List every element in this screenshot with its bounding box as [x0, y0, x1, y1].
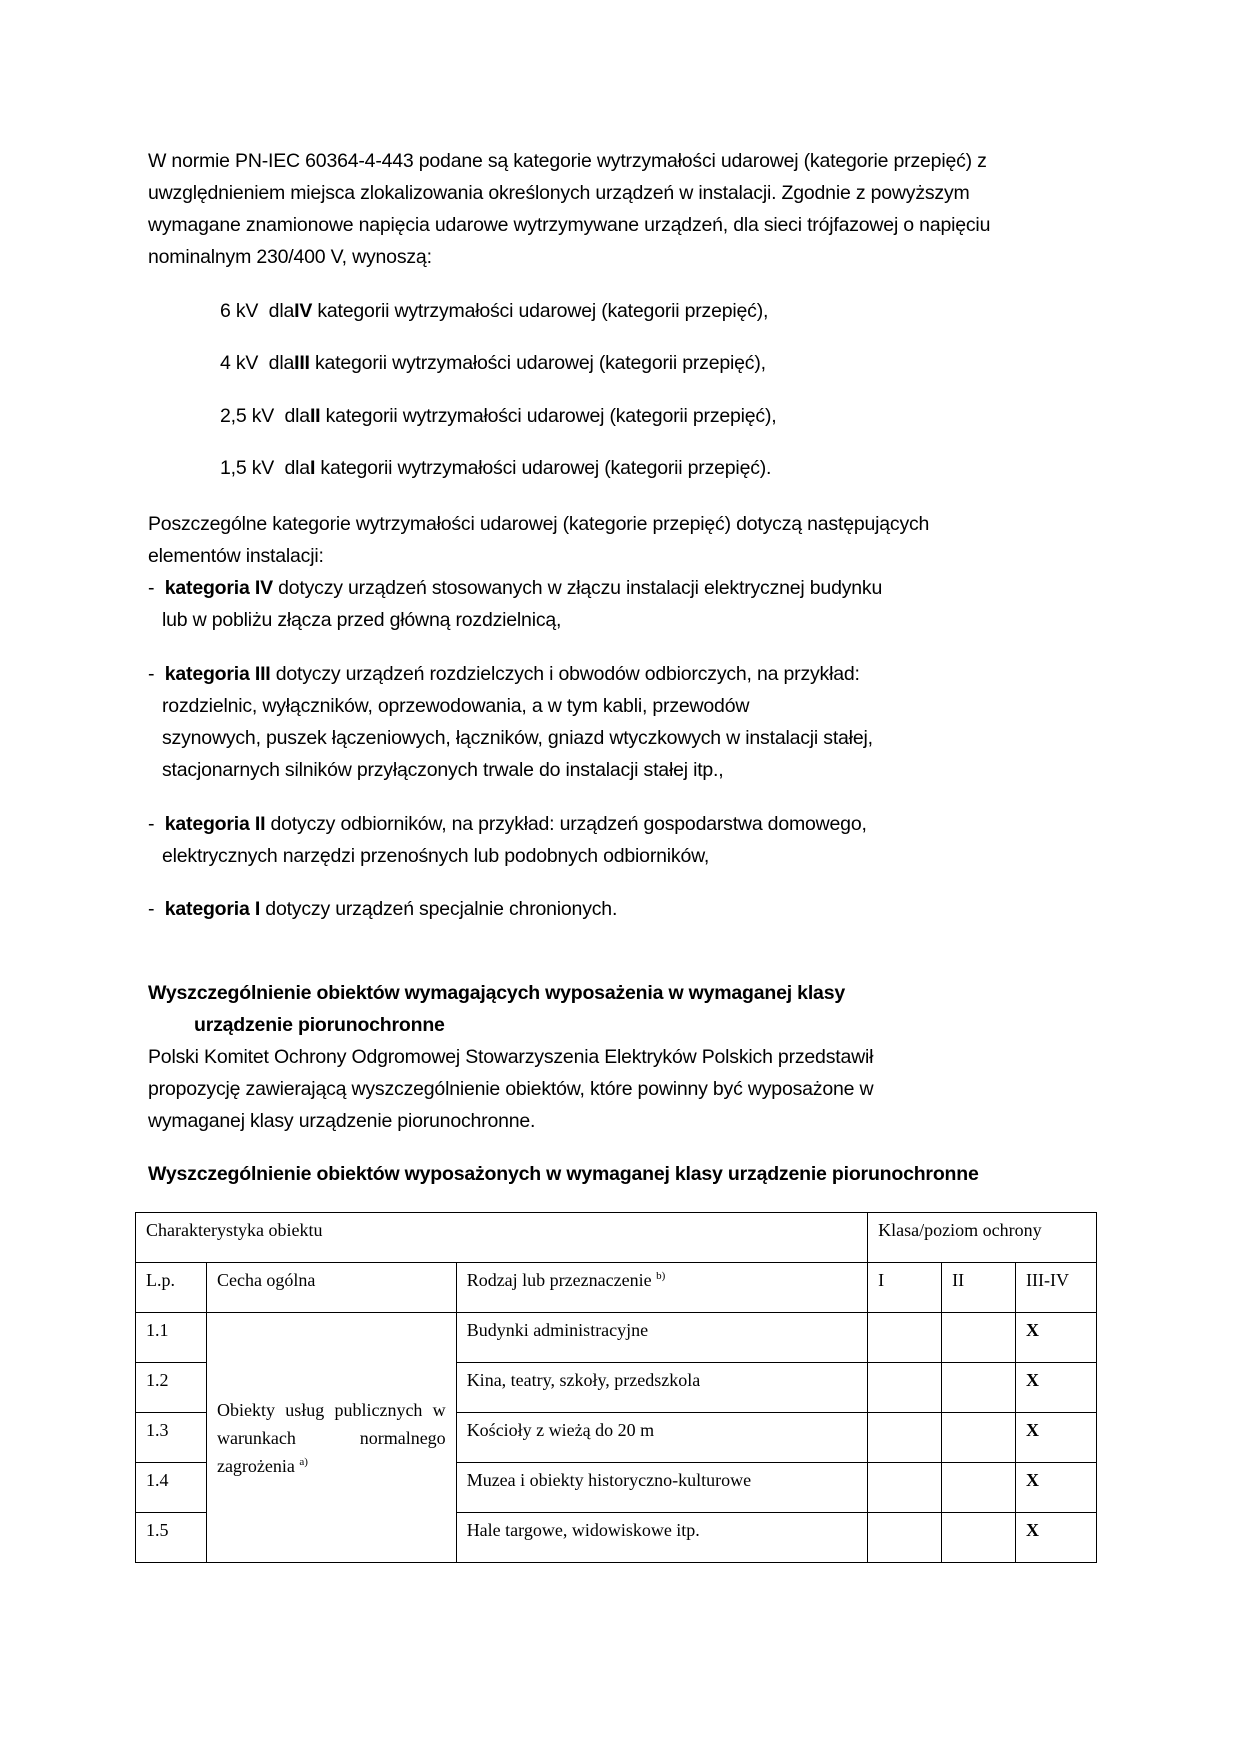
col-class-iii-iv: III-IV	[1016, 1263, 1097, 1313]
committee-line: propozycję zawierającą wyszczególnienie obiektów, które powinny być wyposażone w	[148, 1078, 874, 1100]
header-protection-class: Klasa/poziom ochrony	[868, 1213, 1097, 1263]
voltage-category: III	[294, 352, 310, 374]
category-item-iv	[148, 572, 882, 636]
list-dash: -	[148, 577, 155, 599]
intro-paragraph	[148, 145, 1088, 273]
cell-lp: 1.3	[136, 1413, 207, 1463]
cell-class-iii-iv: X	[1016, 1513, 1097, 1563]
voltage-description: kategorii wytrzymałości udarowej (kategorii przepięć),	[312, 300, 769, 322]
col-class-ii: II	[942, 1263, 1016, 1313]
categories-intro-line: elementów instalacji:	[148, 545, 324, 567]
cell-cecha	[206, 1313, 456, 1563]
category-text: dotyczy odbiorników, na przykład: urządzeń gospodarstwa domowego,	[265, 813, 867, 835]
cell-rodzaj: Kościoły z wieżą do 20 m	[456, 1413, 867, 1463]
list-dash: -	[148, 898, 155, 920]
table-subheader-row	[136, 1263, 1097, 1313]
header-characteristic: Charakterystyka obiektu	[136, 1213, 868, 1263]
category-item-i	[148, 893, 617, 925]
voltage-prefix: dla	[268, 300, 295, 322]
cecha-text: Obiekty usług publicznych w warunkach normalnego zagrożenia	[216, 1399, 446, 1476]
cell-class-iii-iv: X	[1016, 1313, 1097, 1363]
cell-class-iii-iv: X	[1016, 1413, 1097, 1463]
cell-class-iii-iv: X	[1016, 1363, 1097, 1413]
col-cecha: Cecha ogólna	[206, 1263, 456, 1313]
committee-line: wymaganej klasy urządzenie piorunochronne.	[148, 1110, 536, 1132]
voltage-prefix: dla	[284, 457, 310, 479]
intro-line: uwzględnieniem miejsca zlokalizowania określonych urządzeń w instalacji. Zgodnie z powyższym	[148, 182, 970, 204]
voltage-item	[220, 400, 777, 432]
cell-class-i	[868, 1363, 942, 1413]
col-class-i: I	[868, 1263, 942, 1313]
voltage-prefix: dla	[268, 352, 295, 374]
section-heading	[148, 977, 845, 1041]
cell-class-i	[868, 1313, 942, 1363]
category-text: dotyczy urządzeń specjalnie chronionych.	[260, 898, 618, 920]
cell-class-ii	[942, 1413, 1016, 1463]
col-lp: L.p.	[136, 1263, 207, 1313]
cell-class-ii	[942, 1313, 1016, 1363]
intro-line: nominalnym 230/400 V, wynoszą:	[148, 246, 432, 268]
section-heading-line: urządzenie piorunochronne	[194, 1014, 445, 1036]
category-item-ii	[148, 808, 867, 872]
list-dash: -	[148, 813, 155, 835]
cell-class-ii	[942, 1363, 1016, 1413]
voltage-description: kategorii wytrzymałości udarowej (kategorii przepięć),	[320, 405, 777, 427]
objects-table	[135, 1212, 1097, 1563]
voltage-item	[220, 295, 768, 327]
category-label: kategoria III	[164, 663, 271, 685]
cell-rodzaj: Budynki administracyjne	[456, 1313, 867, 1363]
committee-paragraph	[148, 1041, 1108, 1137]
col-rodzaj	[456, 1263, 867, 1313]
voltage-category: II	[309, 405, 321, 427]
col-rodzaj-label: Rodzaj lub przeznaczenie	[466, 1270, 652, 1290]
voltage-category: I	[309, 457, 316, 479]
cell-lp: 1.5	[136, 1513, 207, 1563]
intro-line: W normie PN-IEC 60364-4-443 podane są kategorie wytrzymałości udarowej (kategorie przepięć) z	[148, 150, 987, 172]
cell-rodzaj: Muzea i obiekty historyczno-kulturowe	[456, 1463, 867, 1513]
footnote-a: a)	[299, 1455, 308, 1468]
table-heading: Wyszczególnienie obiektów wyposażonych w wymaganej klasy urządzenie piorunochronne	[148, 1163, 979, 1185]
voltage-category: IV	[294, 300, 313, 322]
cell-class-i	[868, 1463, 942, 1513]
voltage-value: 1,5 kV	[220, 457, 275, 479]
voltage-prefix: dla	[284, 405, 310, 427]
committee-line: Polski Komitet Ochrony Odgromowej Stowarzyszenia Elektryków Polskich przedstawił	[148, 1046, 874, 1068]
cell-lp: 1.4	[136, 1463, 207, 1513]
category-text: dotyczy urządzeń rozdzielczych i obwodów odbiorczych, na przykład:	[270, 663, 860, 685]
voltage-value: 2,5 kV	[220, 405, 275, 427]
category-text: stacjonarnych silników przyłączonych trwale do instalacji stałej itp.,	[162, 759, 724, 781]
cell-lp: 1.1	[136, 1313, 207, 1363]
category-text: rozdzielnic, wyłączników, oprzewodowania, a w tym kabli, przewodów	[162, 695, 750, 717]
cell-rodzaj: Hale targowe, widowiskowe itp.	[456, 1513, 867, 1563]
category-text: szynowych, puszek łączeniowych, łączników, gniazd wtyczkowych w instalacji stałej,	[162, 727, 873, 749]
section-heading-line: Wyszczególnienie obiektów wymagających wyposażenia w wymaganej klasy	[148, 982, 845, 1004]
voltage-item	[220, 452, 771, 484]
categories-intro	[148, 508, 1088, 572]
voltage-description: kategorii wytrzymałości udarowej (kategorii przepięć),	[309, 352, 766, 374]
table-header-row	[136, 1213, 1097, 1263]
voltage-description: kategorii wytrzymałości udarowej (kategorii przepięć).	[315, 457, 772, 479]
list-dash: -	[148, 663, 155, 685]
category-text: dotyczy urządzeń stosowanych w złączu instalacji elektrycznej budynku	[272, 577, 883, 599]
categories-intro-line: Poszczególne kategorie wytrzymałości udarowej (kategorie przepięć) dotyczą następujących	[148, 513, 930, 535]
category-text: elektrycznych narzędzi przenośnych lub podobnych odbiorników,	[162, 845, 710, 867]
cell-class-ii	[942, 1463, 1016, 1513]
category-label: kategoria IV	[164, 577, 273, 599]
voltage-value: 4 kV	[220, 352, 259, 374]
cell-class-iii-iv: X	[1016, 1463, 1097, 1513]
voltage-item	[220, 347, 766, 379]
footnote-b: b)	[656, 1270, 666, 1282]
category-text: lub w pobliżu złącza przed główną rozdzielnicą,	[162, 609, 562, 631]
cell-lp: 1.2	[136, 1363, 207, 1413]
cell-class-i	[868, 1513, 942, 1563]
table-row	[136, 1313, 1097, 1363]
intro-line: wymagane znamionowe napięcia udarowe wytrzymywane urządzeń, dla sieci trójfazowej o napięciu	[148, 214, 991, 236]
voltage-value: 6 kV	[220, 300, 259, 322]
cell-class-i	[868, 1413, 942, 1463]
category-item-iii	[148, 658, 873, 786]
cell-class-ii	[942, 1513, 1016, 1563]
category-label: kategoria II	[164, 813, 266, 835]
category-label: kategoria I	[164, 898, 261, 920]
cell-rodzaj: Kina, teatry, szkoły, przedszkola	[456, 1363, 867, 1413]
